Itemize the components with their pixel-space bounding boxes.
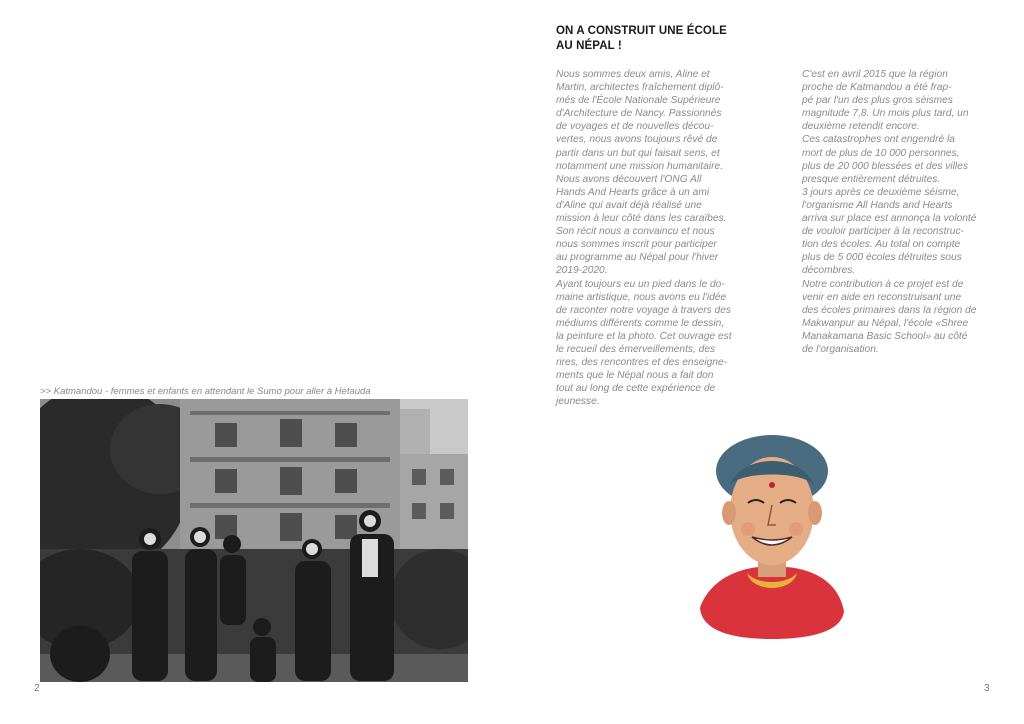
text-line: magnitude 7,8. Un mois plus tard, un [802, 108, 969, 120]
text-line: mission à leur côté dans les caraïbes. [556, 213, 727, 225]
title-line: ON A CONSTRUIT UNE ÉCOLE [556, 25, 727, 37]
page-number-left: 2 [34, 683, 40, 694]
text-line: au programme au Népal pour l'hiver [556, 252, 719, 264]
text-line: mort de plus de 10 000 personnes, [802, 147, 960, 159]
text-line: d'Aline qui avait déjà réalisé une [556, 199, 702, 211]
text-line: notamment une mission humanitaire. [556, 160, 724, 172]
text-line: proche de Katmandou a été frap- [802, 82, 952, 94]
text-line: Notre contribution à ce projet est de [802, 278, 964, 290]
text-line: plus de 20 000 blessées et des villes [802, 160, 968, 172]
text-line: presque entièrement détruites. [802, 173, 941, 185]
text-line: de voyages et de nouvelles décou- [556, 121, 714, 133]
watercolor-portrait [692, 433, 852, 643]
text-line: pé par l'un des plus gros séismes [802, 95, 953, 107]
text-line: vertes, nous avons toujours rêvé de [556, 134, 718, 146]
text-line: rires, des rencontres et des enseigne- [556, 357, 728, 369]
text-line: ments que le Népal nous a fait don [556, 370, 714, 382]
text-line: décombres. [802, 265, 856, 277]
text-line: tion des écoles. Au total on compte [802, 239, 961, 251]
text-line: Manakamana Basic School» au côté [802, 330, 968, 342]
text-line: Martin, architectes fraîchement diplô- [556, 82, 724, 94]
text-column-left [556, 68, 746, 408]
title-line: AU NÉPAL ! [556, 40, 622, 52]
text-line: 3 jours après ce deuxième séisme, [802, 186, 960, 198]
text-line: d'Architecture de Nancy. Passionnés [556, 108, 722, 120]
text-line: de l'organisation. [802, 343, 879, 355]
text-line: venir en aide en reconstruisant une [802, 291, 962, 303]
text-line: més de l'École Nationale Supérieure [556, 95, 721, 107]
text-line: arriva sur place est annonça la volonté [802, 213, 977, 225]
text-line: plus de 5 000 écoles détruites sous [802, 252, 962, 264]
text-line: C'est en avril 2015 que la région [802, 69, 948, 80]
page-number-right: 3 [984, 683, 990, 694]
text-line: partir dans un but qui faisait sens, et [556, 147, 720, 159]
kathmandu-photo [40, 399, 468, 682]
text-line: nous sommes inscrit pour participer [556, 239, 717, 251]
text-line: Ayant toujours eu un pied dans le do- [556, 278, 725, 290]
text-line: de raconter notre voyage à travers des [556, 304, 731, 316]
text-line: le recueil des émerveillements, des [556, 343, 716, 355]
right-page [512, 0, 1024, 724]
text-line: maine artistique, nous avons eu l'idée [556, 291, 727, 303]
text-line: Makwanpur au Népal, l'école «Shree [802, 317, 969, 329]
text-line: Ces catastrophes ont engendré la [802, 134, 955, 146]
photo-caption: >> Katmandou - femmes et enfants en attendant le Sumo pour aller à Hetauda [40, 386, 371, 397]
text-line: Son récit nous a convaincu et nous [556, 226, 715, 238]
text-line: jeunesse. [556, 396, 600, 408]
portrait-illustration [692, 433, 852, 643]
text-line: Nous avons découvert l'ONG All [556, 173, 702, 185]
photo-illustration [40, 399, 468, 682]
text-line: médiums différents comme le dessin, [556, 317, 725, 329]
text-line: de vouloir participer à la reconstruc- [802, 226, 964, 238]
text-line: Hands And Hearts grâce à un ami [556, 186, 710, 198]
text-line: des écoles primaires dans la région de [802, 304, 977, 316]
text-line: 2019-2020. [556, 265, 608, 277]
text-line: la peinture et la photo. Cet ouvrage est [556, 330, 732, 342]
text-line: deuxième retendit encore. [802, 121, 920, 133]
text-line: Nous sommes deux amis, Aline et [556, 69, 710, 80]
text-line: l'organisme All Hands and Hearts [802, 199, 953, 211]
article-title [556, 24, 756, 54]
text-line: tout au long de cette expérience de [556, 383, 716, 395]
text-column-right [802, 68, 992, 356]
